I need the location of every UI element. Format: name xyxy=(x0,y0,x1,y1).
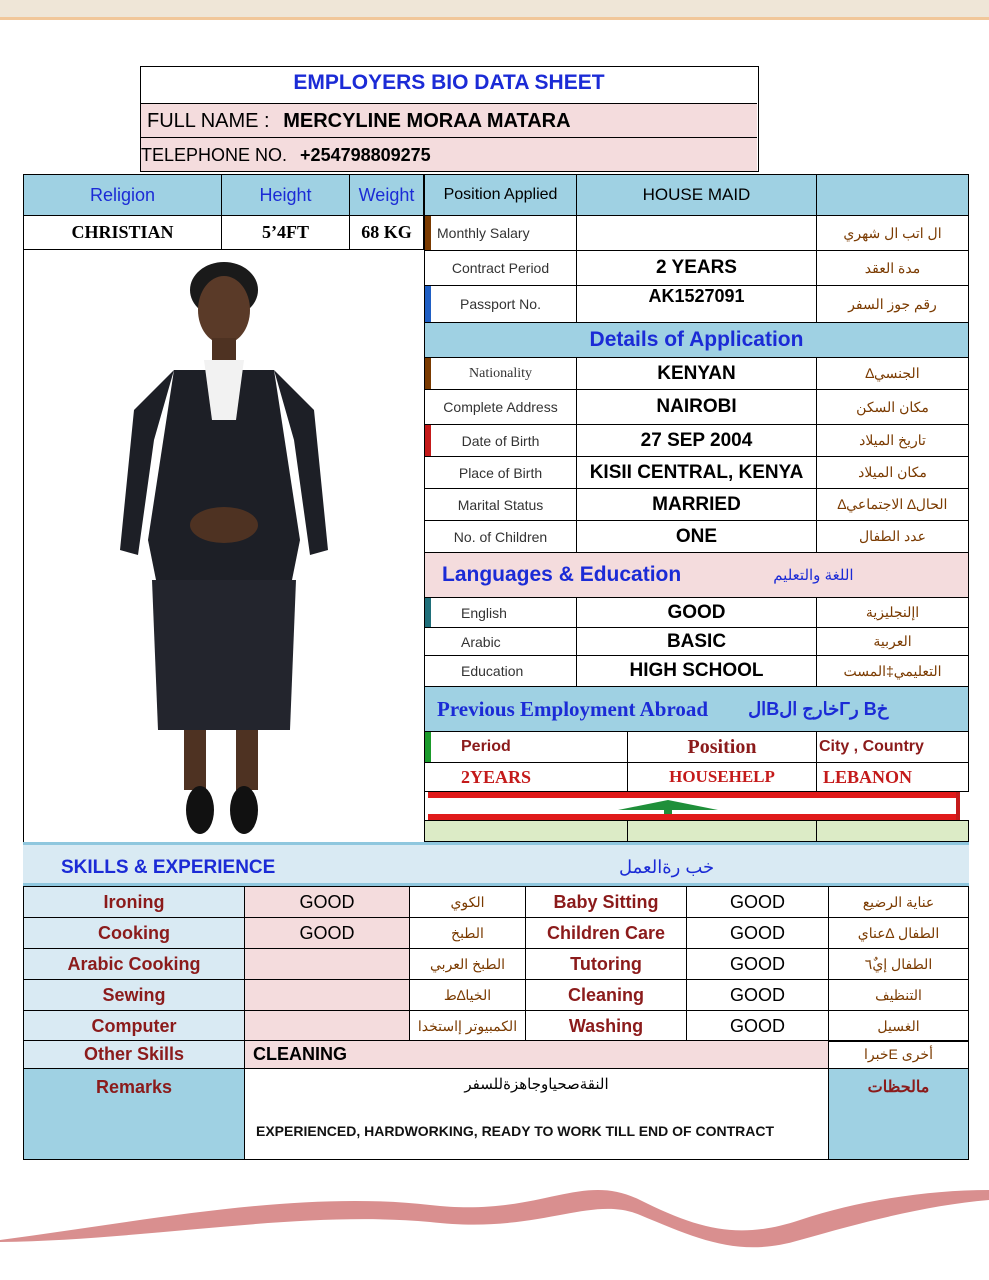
skill-arabic: عناية الرضيع xyxy=(828,886,969,918)
sheet-title: EMPLOYERS BIO DATA SHEET xyxy=(293,71,605,94)
language-label: English xyxy=(424,597,577,628)
skill-arabic: الكمبيوتر إاستخدا xyxy=(409,1010,526,1042)
languages-title: Languages & Education xyxy=(442,563,682,586)
skill-level xyxy=(244,1010,410,1042)
skill-level: GOOD xyxy=(686,979,829,1011)
employment-period: 2YEARS xyxy=(424,762,628,792)
other-skills-value: CLEANING xyxy=(244,1040,829,1069)
position-label: Position Applied xyxy=(424,174,577,216)
language-arabic: اإلنجليزية xyxy=(816,597,969,628)
languages-title-arabic: اللغة والتعليم xyxy=(773,567,854,584)
detail-arabic: تاريخ الميلاد xyxy=(816,424,969,457)
skill-arabic: الكوي xyxy=(409,886,526,918)
skill-arabic: الطبخ العربي xyxy=(409,948,526,980)
remarks-label: Remarks xyxy=(23,1068,245,1160)
skill-name: Cooking xyxy=(23,917,245,949)
language-value: HIGH SCHOOL xyxy=(576,655,817,687)
position-header: Position xyxy=(627,731,817,763)
skill-level: GOOD xyxy=(686,886,829,918)
period-header: Period xyxy=(424,731,628,763)
employment-title-arabic: خB رΓخارج الBال xyxy=(748,698,889,719)
other-skills-label: Other Skills xyxy=(23,1040,245,1069)
detail-arabic: الحال∆ الاجتماعي∆ xyxy=(816,488,969,521)
other-skills-arabic: أخرى Eخبرا xyxy=(828,1040,969,1069)
skill-name: Washing xyxy=(525,1010,687,1042)
employment-position: HOUSEHELP xyxy=(627,762,817,792)
detail-label: Complete Address xyxy=(424,389,577,425)
skill-name: Tutoring xyxy=(525,948,687,980)
skill-arabic: الطفال ∆عناي xyxy=(828,917,969,949)
religion-value: CHRISTIAN xyxy=(23,215,222,250)
weight-header: Weight xyxy=(349,174,424,216)
city-header: City , Country xyxy=(816,731,969,763)
employment-title: Previous Employment Abroad xyxy=(437,696,709,721)
skills-title: SKILLS & EXPERIENCE xyxy=(61,857,276,878)
salary-arabic: ال اتب ال شهري xyxy=(816,215,969,251)
remarks-arabic-label: مالحظات xyxy=(828,1068,969,1160)
skill-level: GOOD xyxy=(244,917,410,949)
language-arabic: التعليمي‡المست xyxy=(816,655,969,687)
photo-area xyxy=(23,250,425,842)
employment-empty-row xyxy=(424,820,969,842)
weight-value: 68 KG xyxy=(349,215,424,250)
header-box xyxy=(140,66,759,172)
skill-level: GOOD xyxy=(686,1010,829,1042)
telephone-row xyxy=(141,137,757,171)
skill-name: Cleaning xyxy=(525,979,687,1011)
skill-level: GOOD xyxy=(686,917,829,949)
full-name-label: FULL NAME : xyxy=(147,110,270,132)
skill-level: GOOD xyxy=(244,886,410,918)
details-title: Details of Application xyxy=(424,322,969,358)
skill-name: Computer xyxy=(23,1010,245,1042)
detail-arabic: عدد الطفال xyxy=(816,520,969,553)
remarks-body xyxy=(244,1068,829,1160)
detail-value: KISII CENTRAL, KENYA xyxy=(576,456,817,489)
detail-value: MARRIED xyxy=(576,488,817,521)
skill-arabic: الطفال إي٦ٌ xyxy=(828,948,969,980)
languages-header xyxy=(424,552,969,598)
salary-label: Monthly Salary xyxy=(424,215,577,251)
skill-name: Baby Sitting xyxy=(525,886,687,918)
detail-arabic: الجنسي∆ xyxy=(816,357,969,390)
detail-label: No. of Children xyxy=(424,520,577,553)
top-banner xyxy=(0,0,989,20)
lebanon-flag-strip xyxy=(428,792,960,820)
language-value: BASIC xyxy=(576,627,817,656)
skill-level xyxy=(244,979,410,1011)
full-name-value: MERCYLINE MORAA MATARA xyxy=(283,110,571,132)
detail-arabic: مكان السكن xyxy=(816,389,969,425)
passport-value: AK1527091 xyxy=(576,285,817,323)
contract-arabic: مدة العقد xyxy=(816,250,969,286)
detail-label: Marital Status xyxy=(424,488,577,521)
height-header: Height xyxy=(221,174,350,216)
passport-arabic: رقم جوز السفر xyxy=(816,285,969,323)
language-label: Arabic xyxy=(424,627,577,656)
detail-arabic: مكان الميلاد xyxy=(816,456,969,489)
position-value: HOUSE MAID xyxy=(576,174,817,216)
skills-title-arabic: خب رةالعمل xyxy=(619,857,715,877)
telephone-label: TELEPHONE NO. xyxy=(141,145,288,165)
detail-value: NAIROBI xyxy=(576,389,817,425)
remarks-arabic-line: النقةصحياوجاهزةللسفر xyxy=(464,1076,609,1093)
remarks-text: EXPERIENCED, HARDWORKING, READY TO WORK TILL END OF CONTRACT xyxy=(256,1123,775,1139)
skill-level xyxy=(244,948,410,980)
detail-label: Date of Birth xyxy=(424,424,577,457)
passport-label: Passport No. xyxy=(424,285,577,323)
contract-label: Contract Period xyxy=(424,250,577,286)
religion-header: Religion xyxy=(23,174,222,216)
position-blank xyxy=(816,174,969,216)
detail-label: Nationality xyxy=(424,357,577,390)
skill-arabic: الخيا∆ط xyxy=(409,979,526,1011)
detail-value: KENYAN xyxy=(576,357,817,390)
height-value: 5’4FT xyxy=(221,215,350,250)
detail-value: 27 SEP 2004 xyxy=(576,424,817,457)
employment-country: LEBANON xyxy=(816,762,969,792)
telephone-value: +254798809275 xyxy=(300,145,431,165)
skill-name: Arabic Cooking xyxy=(23,948,245,980)
skill-level: GOOD xyxy=(686,948,829,980)
detail-value: ONE xyxy=(576,520,817,553)
skill-arabic: التنظيف xyxy=(828,979,969,1011)
full-name-row xyxy=(141,103,757,137)
skill-name: Children Care xyxy=(525,917,687,949)
cedar-icon xyxy=(608,798,728,814)
candidate-photo xyxy=(24,250,424,840)
language-value: GOOD xyxy=(576,597,817,628)
skill-arabic: الغسيل xyxy=(828,1010,969,1042)
skill-name: Ironing xyxy=(23,886,245,918)
decorative-wave xyxy=(0,1160,989,1280)
contract-value: 2 YEARS xyxy=(576,250,817,286)
employment-header xyxy=(424,686,969,732)
language-label: Education xyxy=(424,655,577,687)
skill-arabic: الطبخ xyxy=(409,917,526,949)
skills-header xyxy=(23,842,969,886)
language-arabic: العربية xyxy=(816,627,969,656)
skill-name: Sewing xyxy=(23,979,245,1011)
detail-label: Place of Birth xyxy=(424,456,577,489)
salary-value xyxy=(576,215,817,251)
